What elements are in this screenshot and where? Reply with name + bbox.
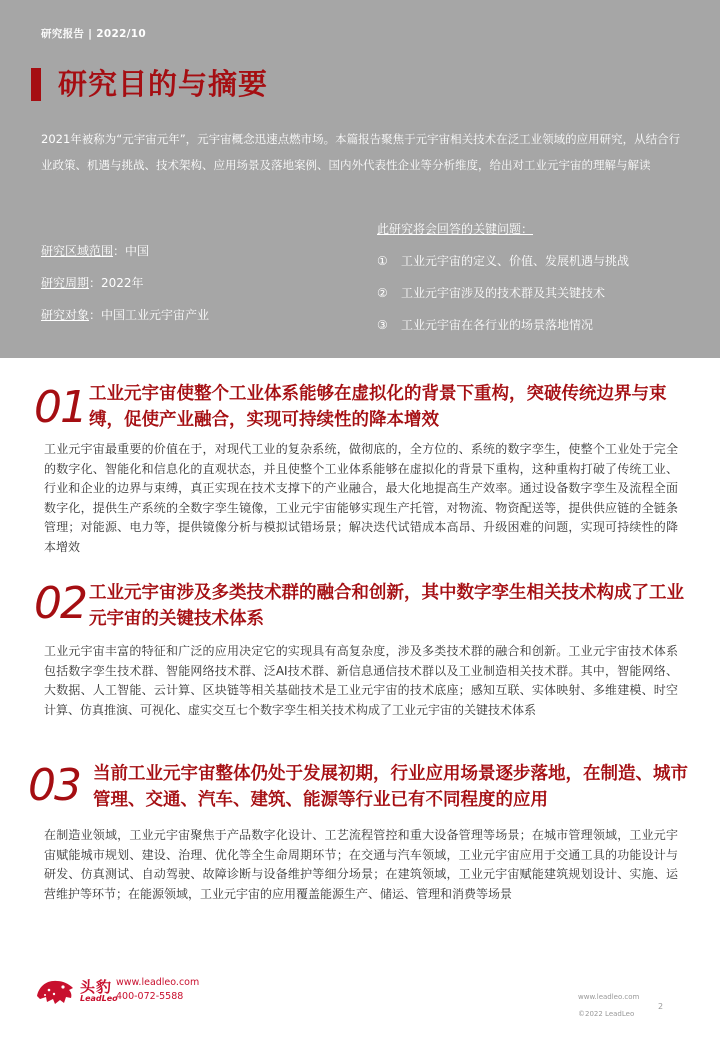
title-accent-bar <box>31 68 41 101</box>
meta-key: 研究区域范围 <box>41 244 114 258</box>
meta-region <box>41 242 149 259</box>
question-text: 工业元宇宙在各行业的场景落地情况 <box>401 318 594 332</box>
section-body: 在制造业领域，工业元宇宙聚焦于产品数字化设计、工艺流程管控和重大设备管理等场景；在城市管理领域，工业元宇宙赋能城市规划、建设、治理、优化等全生命周期环节；在交通与汽车领域，工业元宇宙应用于交通工具的功能设计与研发、仿真测试、自动驾驶、故障诊断与设备维护等细分场景；在建筑领域，工业元宇宙赋能建筑规划设计、实施、运营维护等环节；在能源领域，工业元宇宙的应用覆盖能源生产、储运、管理和消费等场景 <box>44 828 678 901</box>
question-text: 工业元宇宙的定义、价值、发展机遇与挑战 <box>401 254 630 268</box>
meta-period <box>41 274 144 291</box>
section-number: 02 <box>34 578 86 629</box>
meta-value: ：中国工业元宇宙产业 <box>89 308 210 322</box>
question-number: ② <box>377 286 388 300</box>
section-body: 工业元宇宙丰富的特征和广泛的应用决定它的实现具有高复杂度，涉及多类技术群的融合和创新。工业元宇宙技术体系包括数字孪生技术群、智能网络技术群、泛AI技术群、新信息通信技术群以及工业制造相关技术群。其中，智能网络、大数据、人工智能、云计算、区块链等相关基础技术是工业元宇宙的技术底座；感知互联、实体映射、多维建模、时空计算、仿真推演、可视化、虚实交互七个数字孪生相关技术构成了工业元宇宙的关键技术体系 <box>44 644 678 717</box>
meta-subject <box>41 306 209 323</box>
section-body: 工业元宇宙最重要的价值在于，对现代工业的复杂系统，做彻底的，全方位的、系统的数字孪生，使整个工业处于完全的数字化、智能化和信息化的直观状态，并且使整个工业体系能够在虚拟化的背景下重构，这种重构打破了传统工业、行业和企业的边界与束缚，真正实现在技术支撑下的产业融合，最大化地提高生产效率。通过设备数字孪生及流程全面数字化，提供生产系统的全数字孪生镜像，工业元宇宙能够实现生产托管，对物流、物资配送等，提供供应链的全链条管理；对能源、电力等，提供镜像分析与模拟试错场景；解决迭代试错成本高昂、升级困难的问题，实现可持续性的降本增效 <box>44 442 678 554</box>
copyright: ©2022 LeadLeo <box>578 1010 635 1018</box>
question-text: 工业元宇宙涉及的技术群及其关键技术 <box>401 286 606 300</box>
section-title: 当前工业元宇宙整体仍处于发展初期，行业应用场景逐步落地，在制造、城市管理、交通、汽车、建筑、能源等行业已有不同程度的应用 <box>93 764 688 810</box>
report-tag: 研究报告 | 2022/10 <box>41 28 147 40</box>
footer-website[interactable]: www.leadleo.com <box>116 977 200 988</box>
footer-website-right[interactable]: www.leadleo.com <box>578 993 640 1001</box>
section-number: 01 <box>34 382 86 433</box>
question-item <box>377 252 629 269</box>
footer-phone: 400-072-5588 <box>116 991 184 1002</box>
question-item <box>377 284 605 301</box>
questions-heading: 此研究将会回答的关键问题： <box>377 222 534 236</box>
meta-key: 研究对象 <box>41 308 90 322</box>
meta-key: 研究周期 <box>41 276 90 290</box>
page-number: 2 <box>658 1002 664 1011</box>
question-number: ① <box>377 254 388 268</box>
brand-name-en: LeadLeo <box>80 994 118 1003</box>
section-number: 03 <box>28 760 80 811</box>
meta-value: ：中国 <box>113 244 150 258</box>
question-item <box>377 316 593 333</box>
section-title: 工业元宇宙涉及多类技术群的融合和创新，其中数字孪生相关技术构成了工业元宇宙的关键技术体系 <box>89 583 684 629</box>
meta-value: ：2022年 <box>89 276 144 290</box>
brand-name: 头豹 <box>80 978 113 996</box>
section-title: 工业元宇宙使整个工业体系能够在虚拟化的背景下重构，突破传统边界与束缚，促使产业融合，实现可持续性的降本增效 <box>89 384 667 430</box>
header-banner <box>0 0 720 358</box>
intro-paragraph: 2021年被称为“元宇宙元年”，元宇宙概念迅速点燃市场。本篇报告聚焦于元宇宙相关技术在泛工业领域的应用研究，从结合行业政策、机遇与挑战、技术架构、应用场景及落地案例、国内外代表性企业等分析维度，给出对工业元宇宙的理解与解读 <box>41 132 681 172</box>
leopard-logo-icon <box>33 970 77 1010</box>
page-title: 研究目的与摘要 <box>58 67 269 101</box>
question-number: ③ <box>377 318 388 332</box>
